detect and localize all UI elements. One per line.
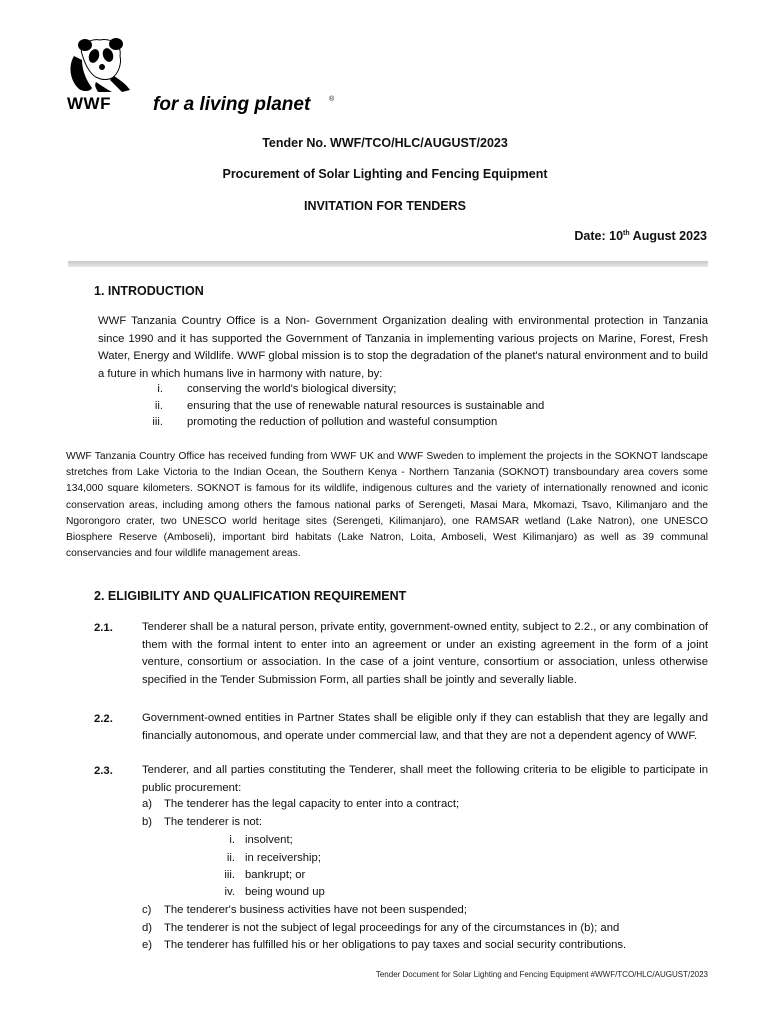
list-item: iii. promoting the reduction of pollution and wasteful consumption — [152, 416, 498, 428]
sub-list-item: ii. in receivership; — [226, 852, 321, 864]
section-2-heading: 2. ELIGIBILITY AND QUALIFICATION REQUIREMENT — [94, 589, 407, 603]
invitation-heading: INVITATION FOR TENDERS — [303, 199, 467, 213]
registered-mark: ® — [329, 96, 335, 103]
sub-list-item: i. insolvent; — [229, 834, 293, 846]
procurement-title: Procurement of Solar Lighting and Fencing Equipment — [222, 167, 548, 181]
list-item: d) The tenderer is not the subject of legal proceedings for any of the circumstances in (b); and — [142, 922, 620, 934]
clause-number: 2.3. — [94, 765, 113, 777]
wwf-panda-logo — [68, 34, 136, 94]
page-footer: Tender Document for Solar Lighting and Fencing Equipment #WWF/TCO/HLC/AUGUST/2023 — [375, 970, 708, 979]
list-item: b) The tenderer is not: — [142, 816, 262, 828]
list-item: ii. ensuring that the use of renewable natural resources is sustainable and — [154, 400, 545, 412]
list-item: c) The tenderer's business activities have not been suspended; — [142, 904, 467, 916]
tender-date: Date: 10th August 2023 — [574, 229, 707, 243]
tagline: for a living planet — [153, 94, 311, 115]
clause-2-2: Government-owned entities in Partner States shall be eligible only if they can establish that they are legally and financially autonomous, and operate under commercial law, and that they are not a dependent agency of WWF. — [142, 712, 708, 742]
soknot-paragraph: WWF Tanzania Country Office has received funding from WWF UK and WWF Sweden to implement the projects in the SOKNOT landscape stretches from Lake Victoria to the Indian Ocean, the Southern Kenya - Northern Tanzania (SOKNOT) transboundary area covers some 134,000 square kilometers. SOKNOT is famous for its wildlife, indigenous cultures and the variety of internationally renowned and iconic conservation areas, including among others the famous national parks of Serengeti, Masai Mara, Mkomazi, Tsavo, Kilimanjaro and the Ngorongoro crater, two UNESCO world heritage sites (Serengeti, Kilimanjaro), one RAMSAR wetland (Lake Natron), one UNESCO Biosphere Reserve (Amboseli), important bird habitats (Lake Natron, Loita, Amboseli, West Kilimanjaro) as well as 39 communal conservancies and four wildlife management areas. — [66, 451, 708, 560]
list-item: a) The tenderer has the legal capacity to enter into a contract; — [142, 798, 460, 810]
list-item: i. conserving the world's biological diversity; — [157, 383, 397, 395]
divider — [68, 261, 708, 267]
clause-number: 2.2. — [94, 713, 113, 725]
tender-number: Tender No. WWF/TCO/HLC/AUGUST/2023 — [262, 136, 508, 150]
clause-2-1: Tenderer shall be a natural person, private entity, government-owned entity, subject to 2.2., or any combination of them with the formal intent to enter into an agreement or under an existing agreement in the form of a joint venture, consortium or association. In the case of a joint venture, consortium or association, unless otherwise specified in the Tender Submission Form, all parties shall be jointly and severally liable. — [142, 621, 708, 686]
clause-2-3: Tenderer, and all parties constituting the Tenderer, shall meet the following criteria to be eligible to participate in public procurement: — [142, 764, 708, 794]
sub-list-item: iii. bankrupt; or — [224, 869, 306, 881]
clause-number: 2.1. — [94, 622, 113, 634]
wwf-wordmark: WWF — [67, 94, 111, 113]
list-item: e) The tenderer has fulfilled his or her obligations to pay taxes and social security contributions. — [142, 939, 627, 951]
intro-paragraph: WWF Tanzania Country Office is a Non- Government Organization dealing with environmental protection in Tanzania since 1990 and it has supported the Government of Tanzania in implementing various projects on Marine, Forest, Fresh Water, Energy and Wildlife. WWF global mission is to stop the degradation of the planet's natural environment and to build a future in which humans live in harmony with nature, by: — [98, 315, 708, 380]
sub-list-item: iv. being wound up — [224, 886, 325, 898]
section-1-heading: 1. INTRODUCTION — [94, 284, 204, 298]
